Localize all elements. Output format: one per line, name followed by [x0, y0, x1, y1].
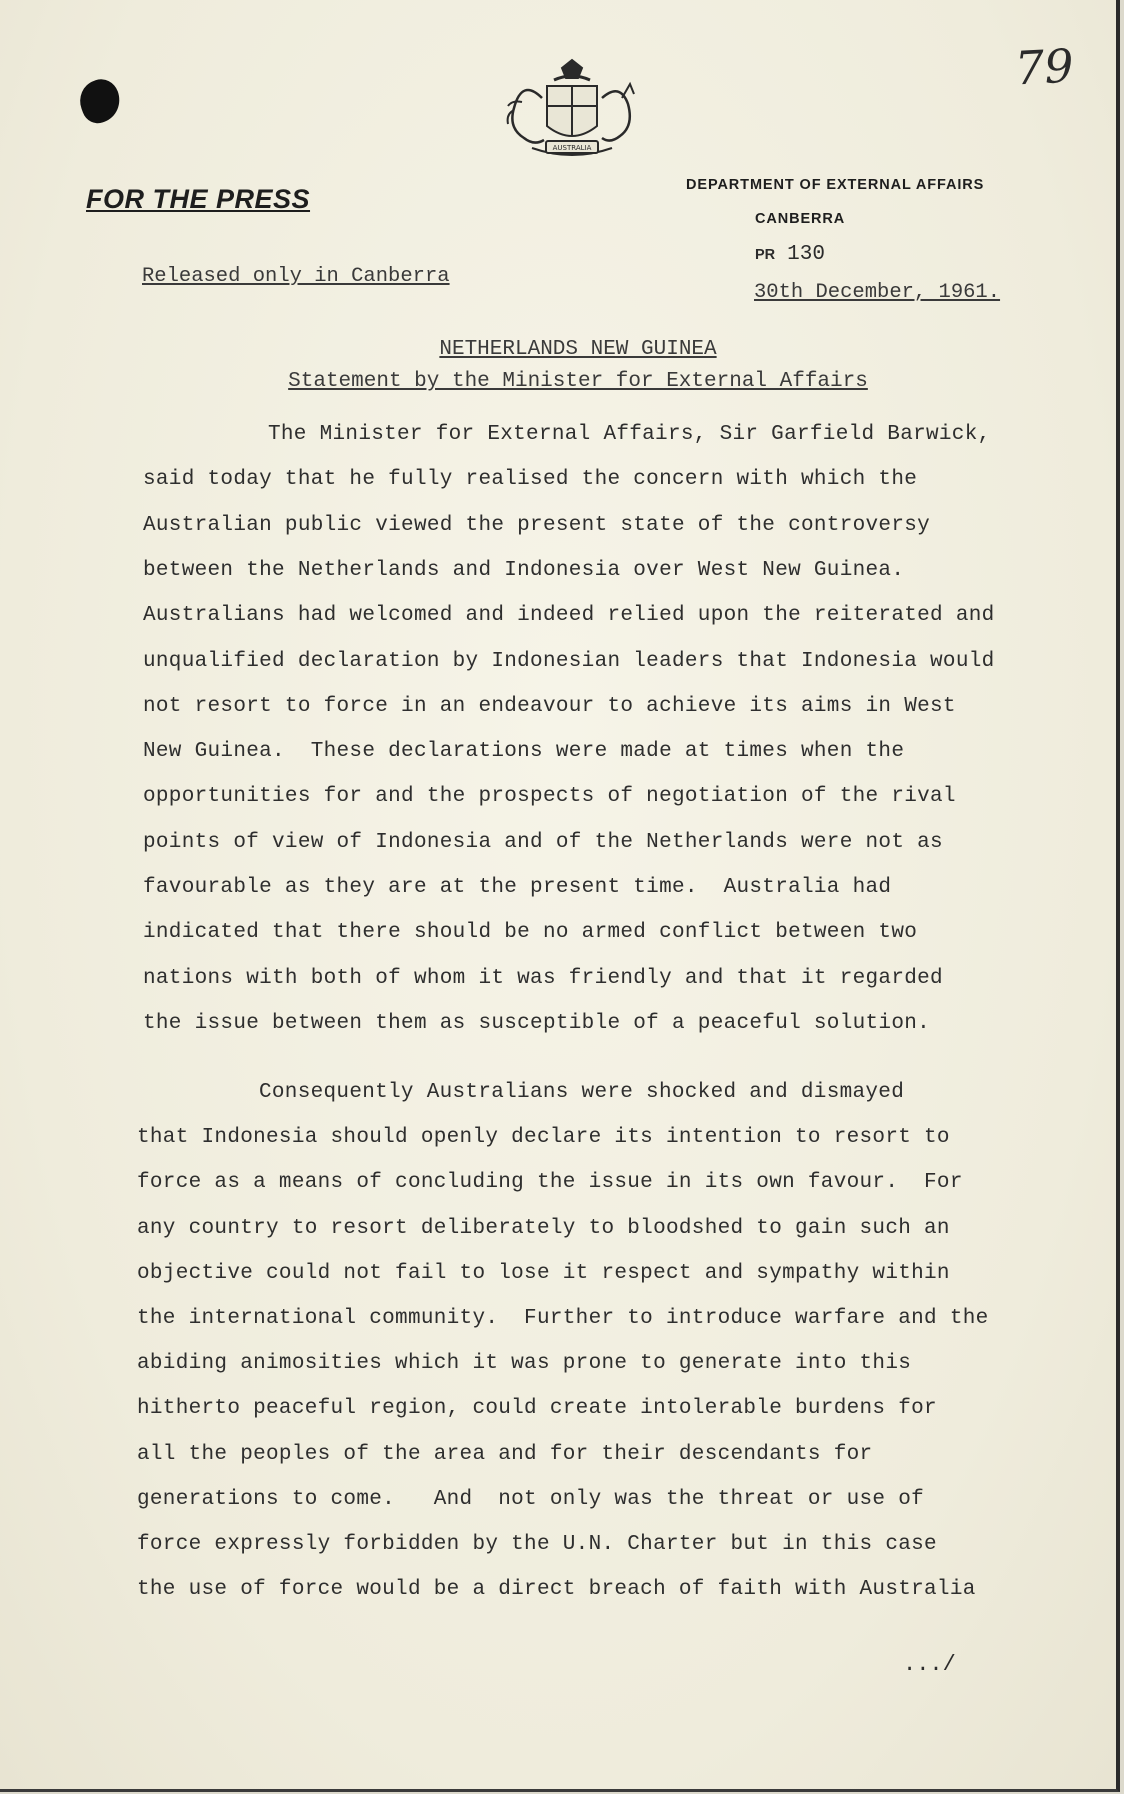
- pr-number: 130: [787, 243, 825, 266]
- crest-label: AUSTRALIA: [552, 144, 592, 152]
- folio-number: 79: [1014, 38, 1076, 96]
- text-line: between the Netherlands and Indonesia over West New Guinea.: [143, 558, 905, 582]
- text-line: force expressly forbidden by the U.N. Charter but in this case: [137, 1533, 937, 1556]
- pr-prefix: PR: [755, 247, 776, 263]
- continuation-mark: .../: [903, 1652, 956, 1677]
- document-subtitle: Statement by the Minister for External Affairs: [288, 370, 868, 393]
- press-release-number: [755, 243, 825, 266]
- text-line: said today that he fully realised the concern with which the: [143, 468, 918, 492]
- text-line: favourable as they are at the present time. Australia had: [143, 876, 892, 899]
- text-line: not resort to force in an endeavour to achieve its aims in West: [143, 694, 956, 718]
- text-line: any country to resort deliberately to bloodshed to gain such an: [137, 1216, 950, 1240]
- text-line: the international community. Further to introduce warfare and the: [137, 1307, 989, 1330]
- release-note: Released only in Canberra: [142, 265, 450, 288]
- text-line: the issue between them as susceptible of a peaceful solution.: [143, 1011, 931, 1035]
- text-line: hitherto peaceful region, could create intolerable burdens for: [137, 1397, 937, 1421]
- text-line: that Indonesia should openly declare its intention to resort to: [137, 1126, 950, 1150]
- text-line: Australians had welcomed and indeed relied upon the reiterated and: [143, 604, 995, 628]
- city-name: CANBERRA: [755, 211, 846, 227]
- text-line: force as a means of concluding the issue in its own favour. For: [137, 1171, 963, 1195]
- text-line: all the peoples of the area and for their descendants for: [137, 1442, 873, 1466]
- ink-blot: [74, 74, 126, 127]
- text-line: points of view of Indonesia and of the Netherlands were not as: [143, 830, 943, 854]
- text-line: opportunities for and the prospects of negotiation of the rival: [143, 785, 956, 809]
- text-line: abiding animosities which it was prone to generate into this: [137, 1352, 912, 1376]
- document-title: NETHERLANDS NEW GUINEA: [439, 338, 717, 361]
- text-line: the use of force would be a direct breach of faith with Australia: [137, 1578, 976, 1602]
- department-name: DEPARTMENT OF EXTERNAL AFFAIRS: [686, 177, 985, 193]
- text-line: objective could not fail to lose it respect and sympathy within: [137, 1261, 950, 1285]
- coat-of-arms-crest: [502, 58, 642, 168]
- text-line: nations with both of whom it was friendly and that it regarded: [143, 966, 943, 990]
- text-line: The Minister for External Affairs, Sir Garfield Barwick,: [268, 423, 991, 446]
- release-date: 30th December, 1961.: [754, 281, 1001, 304]
- for-the-press-heading: FOR THE PRESS: [86, 184, 311, 214]
- text-line: indicated that there should be no armed conflict between two: [143, 921, 918, 945]
- text-line: Consequently Australians were shocked and dismayed: [259, 1081, 905, 1104]
- text-line: Australian public viewed the present state of the controversy: [143, 513, 931, 537]
- text-line: New Guinea. These declarations were made at times when the: [143, 740, 905, 764]
- text-line: unqualified declaration by Indonesian leaders that Indonesia would: [143, 649, 995, 673]
- text-line: generations to come. And not only was the threat or use of: [137, 1487, 925, 1511]
